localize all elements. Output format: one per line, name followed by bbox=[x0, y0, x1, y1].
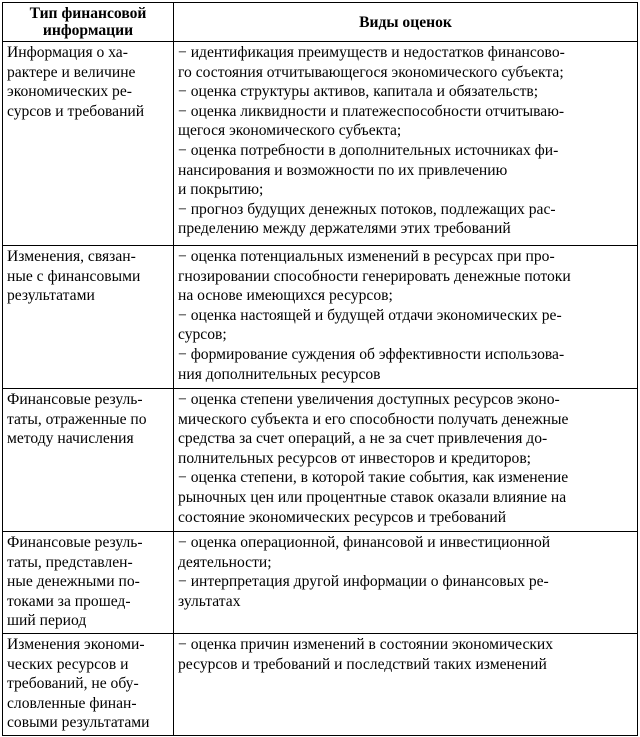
evaluation-item: − оценка степени увеличения доступных ресурсов эконо- мического субъекта и его способности получать денежные средства за счет операций, а не за счет привлечения до- полнительных ресурсов от инвесторов и кредиторов; bbox=[178, 391, 569, 467]
info-type-cell: Изменения, связан- ные с финансовыми результатами bbox=[3, 246, 174, 389]
header-info-type: Тип финансовой информации bbox=[3, 3, 174, 42]
header-row bbox=[3, 3, 638, 42]
evaluation-item: − оценка степени, в которой такие события, как изменение рыночных цен или процентные ставок оказали влияние на состояние экономических ресурсов и требований bbox=[178, 469, 569, 526]
info-type-cell: Финансовые резуль- таты, представлен- ные денежными по- токами за прошед- ший период bbox=[3, 532, 174, 634]
evaluation-item: − оценка ликвидности и платежеспособности отчитываю- щегося экономического субъекта; bbox=[178, 102, 565, 140]
evaluations-cell bbox=[174, 532, 638, 634]
evaluation-item: − интерпретация другой информации о финансовых ре- зультатах bbox=[178, 573, 549, 610]
evaluation-item: − оценка настоящей и будущей отдачи экономических ре- сурсов; bbox=[178, 306, 562, 344]
evaluations-cell bbox=[174, 634, 638, 736]
evaluation-item: − оценка потенциальных изменений в ресурсах при про- гнозировании способности генерировать денежные потоки на основе имеющихся ресурсов; bbox=[178, 248, 571, 305]
table-row bbox=[3, 42, 638, 246]
evaluation-item: − прогноз будущих денежных потоков, подлежащих рас- пределению между держателями этих требований bbox=[178, 200, 556, 238]
evaluation-item: − оценка причин изменений в состоянии экономических ресурсов и требований и последствий таких изменений bbox=[178, 636, 554, 673]
info-type-cell: Информация о ха- рактере и величине экономических ре- сурсов и требований bbox=[3, 42, 174, 246]
header-evaluation-types: Виды оценок bbox=[174, 3, 638, 42]
table-row bbox=[3, 634, 638, 736]
table-row bbox=[3, 532, 638, 634]
evaluations-cell bbox=[174, 42, 638, 246]
info-type-cell: Изменения экономи- ческих ресурсов и требований, не обу- словленные финан- совыми результатами bbox=[3, 634, 174, 736]
info-type-cell: Финансовые резуль- таты, отраженные по методу начисления bbox=[3, 389, 174, 532]
evaluation-item: − оценка потребности в дополнительных источниках фи- нансирования и возможности по их привлечению и покрытию; bbox=[178, 141, 559, 199]
evaluation-item: − идентификация преимуществ и недостатков финансово- го состояния отчитывающегося экономического субъекта; bbox=[178, 44, 565, 81]
evaluation-item: − оценка операционной, финансовой и инвестиционной деятельности; bbox=[178, 534, 551, 571]
evaluations-cell bbox=[174, 389, 638, 532]
table-row bbox=[3, 389, 638, 532]
evaluations-cell bbox=[174, 246, 638, 389]
evaluation-item: − формирование суждения об эффективности использова- ния дополнительных ресурсов bbox=[178, 345, 565, 383]
financial-info-table bbox=[2, 2, 638, 736]
evaluation-item: − оценка структуры активов, капитала и обязательств; bbox=[178, 83, 539, 101]
table-row bbox=[3, 246, 638, 389]
